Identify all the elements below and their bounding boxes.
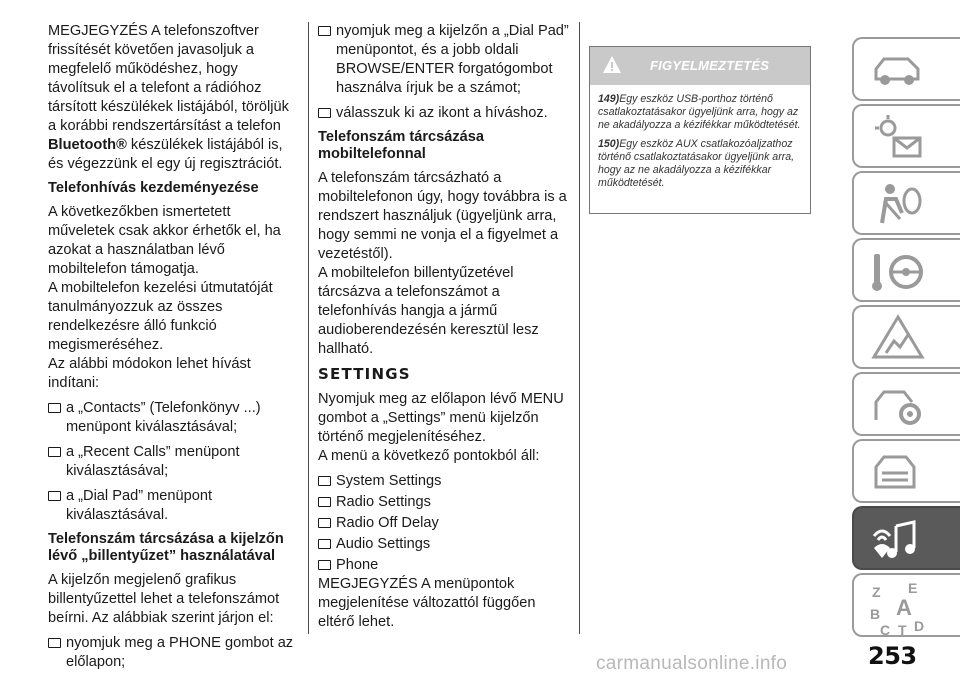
maintenance-gear-icon (868, 380, 928, 430)
svg-text:A: A (896, 595, 912, 620)
warning-road-icon (868, 313, 928, 363)
list-item: nyomjuk meg a PHONE gombot az előlapon; (48, 634, 300, 672)
paragraph: A mobiltelefon kezelési útmutatóját tanulmányozzuk az összes rendelkezésre álló funkció megismeréséhez. (48, 280, 273, 353)
index-letters-icon (868, 581, 928, 637)
page-number: 253 (868, 642, 917, 670)
svg-text:B: B (870, 606, 881, 622)
paragraph: A következőkben ismertetett műveletek csak akkor érhetők el, ha azokat a használatban lévő mobiltelefon támogatja. (48, 204, 281, 277)
list-item: Audio Settings (318, 535, 570, 554)
heading-settings: SETTINGS (318, 365, 411, 383)
paragraph: A telefonszám tárcsázható a mobiltelefonon úgy, hogy továbbra is a rendszert használjuk (ügyeljünk arra, hogy semmi ne vonja el a figyelmet a vezetéstől). (318, 170, 567, 262)
checkbox-bullet-icon (48, 447, 61, 457)
list-item: Phone (318, 556, 570, 575)
note-paragraph: MEGJEGYZÉS A menüpontok megjelenítése változattól függően eltérő lehet. (318, 576, 536, 630)
heading-telefonhivas: Telefonhívás kezdeményezése (48, 180, 259, 196)
list-item: válasszuk ki az ikont a híváshoz. (318, 104, 570, 123)
checkbox-bullet-icon (318, 518, 331, 528)
note-paragraph: MEGJEGYZÉS A telefonszoftver frissítését követően javasoljuk a megfelelő működéshez, hogy távolítsuk el a telefont a rádióhoz társított készülékek listájából, töröljük a korábbi rendszertársítást a telefon Bluetooth® készülékek listájából is, és végezzünk el egy új regisztrációt. (48, 23, 289, 172)
paragraph: A kijelzőn megjelenő grafikus billentyűzettel lehet a telefonszámot beírni. Az alábbiak szerint járjon el: (48, 572, 280, 626)
tab-technical-data[interactable] (852, 439, 960, 503)
svg-text:C: C (880, 622, 891, 637)
section-tabs (852, 37, 960, 640)
tab-dashboard-lights[interactable] (852, 104, 960, 168)
warning-triangle-icon (602, 55, 622, 75)
list-item: a „Recent Calls” menüpont kiválasztásával; (48, 443, 300, 481)
checkbox-bullet-icon (48, 638, 61, 648)
warning-item: 149)Egy eszköz USB-porthoz történő csatlakoztatásakor ügyeljünk arra, hogy az ne akadályozza a kézifékkar működtetését. (598, 93, 801, 131)
svg-text:D: D (914, 618, 925, 634)
paragraph: Az alábbi módokon lehet hívást indítani: (48, 356, 251, 391)
tab-driving[interactable] (852, 238, 960, 302)
dashboard-lights-icon (868, 112, 928, 162)
column-1 (48, 22, 300, 678)
technical-data-icon (868, 447, 928, 497)
tab-emergency[interactable] (852, 305, 960, 369)
checkbox-bullet-icon (48, 403, 61, 413)
tab-maintenance[interactable] (852, 372, 960, 436)
checkbox-bullet-icon (318, 26, 331, 36)
column-2 (318, 22, 570, 638)
checkbox-bullet-icon (318, 560, 331, 570)
paragraph: A menü a következő pontokból áll: (318, 448, 540, 464)
warning-header (590, 47, 810, 85)
warning-item: 150)Egy eszköz AUX csatlakozóaljzathoz történő csatlakoztatásakor ügyeljünk arra, hogy az ne akadályozza a kézifékkar működtetését. (598, 138, 795, 189)
checkbox-bullet-icon (318, 476, 331, 486)
heading-mobiltelefon: Telefonszám tárcsázása mobiltelefonnal (318, 129, 485, 162)
tab-car[interactable] (852, 37, 960, 101)
svg-text:T: T (898, 622, 907, 637)
warning-box (589, 46, 811, 214)
list-item: a „Contacts” (Telefonkönyv ...) menüpont kiválasztásával; (48, 399, 300, 437)
svg-text:Z: Z (872, 584, 881, 600)
checkbox-bullet-icon (318, 108, 331, 118)
multimedia-icon (868, 514, 928, 564)
car-icon (868, 45, 928, 95)
watermark: carmanualsonline.info (596, 653, 788, 674)
tab-multimedia[interactable] (852, 506, 960, 570)
checkbox-bullet-icon (48, 491, 61, 501)
heading-billentyuzet: Telefonszám tárcsázása a kijelzőn lévő „billentyűzet” használatával (48, 531, 284, 564)
tab-safety[interactable] (852, 171, 960, 235)
steering-key-icon (868, 246, 928, 296)
list-item: nyomjuk meg a kijelzőn a „Dial Pad” menüpontot, és a jobb oldali BROWSE/ENTER forgatógombot használva írjuk be a számot; (318, 22, 570, 98)
list-item: Radio Settings (318, 493, 570, 512)
warning-title: FIGYELMEZTETÉS (650, 58, 770, 73)
seatbelt-airbag-icon (868, 179, 928, 229)
list-item: System Settings (318, 472, 570, 491)
list-item: Radio Off Delay (318, 514, 570, 533)
tab-index[interactable] (852, 573, 960, 637)
paragraph: Nyomjuk meg az előlapon lévő MENU gombot a „Settings” menü kijelzőn történő megjelenítéséhez. (318, 391, 564, 445)
paragraph: A mobiltelefon billentyűzetével tárcsázva a telefonszámot a telefonhívás hangja a jármű audioberendezésén keresztül lesz hallható. (318, 265, 539, 357)
column-divider-right (579, 22, 580, 634)
list-item: a „Dial Pad” menüpont kiválasztásával. (48, 487, 300, 525)
column-divider-left (308, 22, 309, 634)
checkbox-bullet-icon (318, 539, 331, 549)
svg-text:E: E (908, 581, 918, 596)
warning-body (590, 85, 810, 190)
checkbox-bullet-icon (318, 497, 331, 507)
